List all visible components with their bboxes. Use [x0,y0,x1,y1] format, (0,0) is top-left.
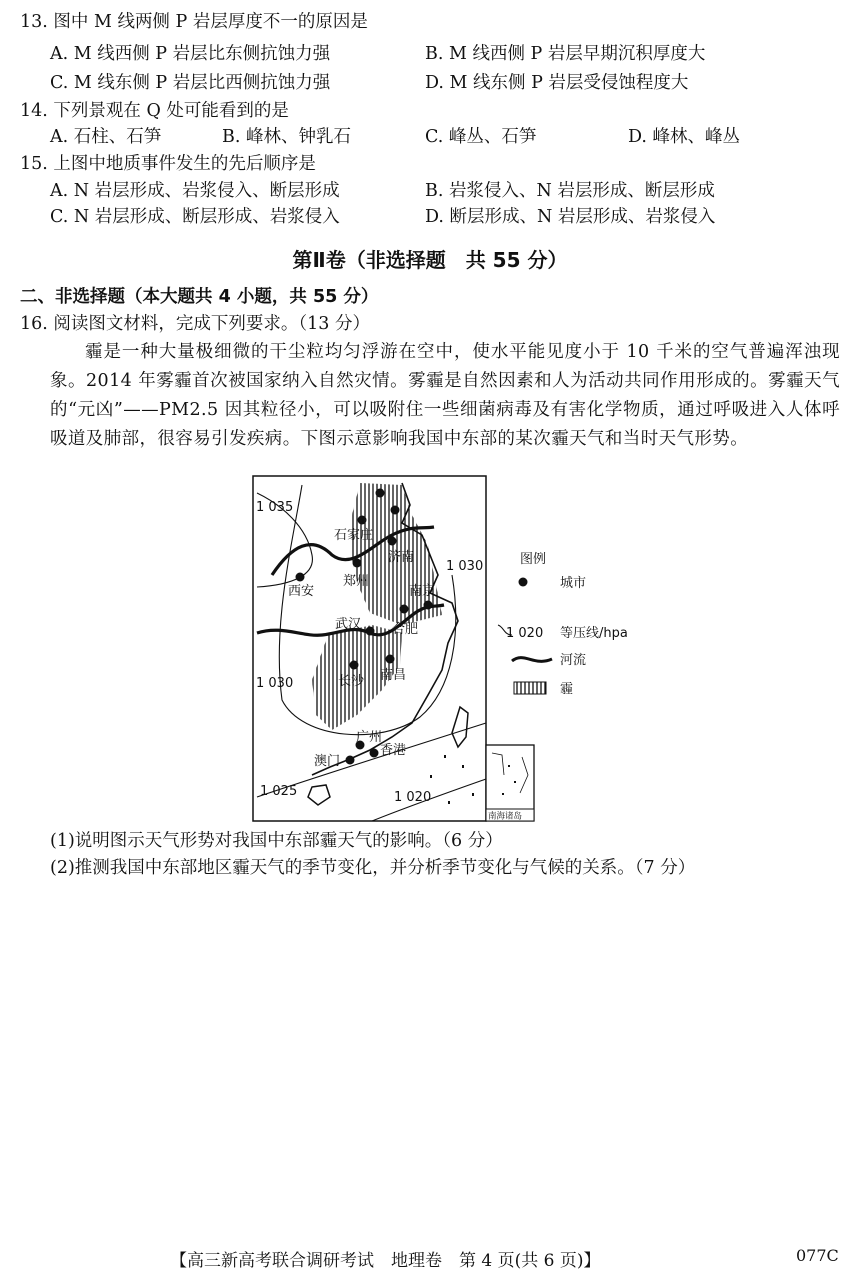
city-label-guangzhou: 广州 [356,730,383,745]
q14-stem: 14. 下列景观在 Q 处可能看到的是 [20,101,289,121]
city-dot-hongkong [370,749,379,758]
city-dot-wuhan [366,627,375,636]
city-dot-beijing [376,489,385,498]
q14-option-a: A. 石柱、石笋 [50,127,162,147]
isobar-label-1030-west: 1 030 [256,676,294,691]
q13-option-b: B. M 线西侧 P 岩层早期沉积厚度大 [425,44,706,64]
city-dot-macau [346,756,355,765]
city-dot-hefei [400,605,409,614]
city-label-hongkong: 香港 [380,743,407,758]
isobar-label-1035: 1 035 [256,500,294,515]
city-dot-shijiazhuang [358,516,367,525]
isobar-label-1030-east: 1 030 [446,559,484,574]
q13-option-a: A. M 线西侧 P 岩层比东侧抗蚀力强 [50,44,331,64]
legend-isobar-label: 等压线/hpa [560,626,628,641]
isobar-label-1025: 1 025 [260,784,298,799]
paper-code: 077C [796,1246,839,1265]
q14-option-d: D. 峰林、峰丛 [628,127,741,147]
q13-option-c: C. M 线东侧 P 岩层比西侧抗蚀力强 [50,73,331,93]
city-label-changsha: 长沙 [338,674,365,689]
q16-paragraph: 霾是一种大量极细微的干尘粒均匀浮游在空中，使水平能见度小于 10 千米的空气普遍浑浊现象。2014 年雾霾首次被国家纳入自然灾情。雾霾是自然因素和人为活动共同作用形成的。雾霾天气的“元凶”——PM2.5 因其粒径小，可以吸附住一些细菌病毒及有害化学物质，通过呼吸进入人体呼吸道及肺部，很容易引发疾病。下图示意影响我国中东部的某次霾天气和当时天气形势。 [50,342,840,449]
legend-haze-label: 霾 [560,682,574,697]
city-label-nanchang: 南昌 [380,668,407,683]
legend-title: 图例 [520,552,547,567]
legend-river-label: 河流 [560,653,587,668]
inset-label: 南海诸岛 [488,811,523,822]
legend-city-label: 城市 [560,576,587,591]
map-legend [498,552,628,697]
q15-option-b: B. 岩浆侵入、N 岩层形成、断层形成 [425,181,715,201]
q15-option-c: C. N 岩层形成、断层形成、岩浆侵入 [50,207,340,227]
q13-option-d: D. M 线东侧 P 岩层受侵蚀程度大 [425,73,689,93]
city-label-macau: 澳门 [314,754,341,769]
legend-river-symbol [512,658,552,662]
section-title: 第Ⅱ卷（非选择题 共 55 分） [292,248,568,272]
city-dot-nanjing [424,601,433,610]
city-dot-nanchang [386,655,395,664]
page-footer: 【高三新高考联合调研考试 地理卷 第 4 页(共 6 页)】 [170,1251,601,1271]
city-dot-xian [296,573,305,582]
city-label-zhengzhou: 郑州 [343,574,370,589]
city-dot-changsha [350,661,359,670]
city-label-nanjing: 南京 [409,584,436,599]
haze-weather-map [252,475,640,823]
q15-option-d: D. 断层形成、N 岩层形成、岩浆侵入 [425,207,716,227]
q14-option-b: B. 峰林、钟乳石 [222,127,351,147]
q13-stem: 13. 图中 M 线两侧 P 岩层厚度不一的原因是 [20,12,368,32]
city-dot-zhengzhou [353,559,362,568]
q16-subquestion-2: (2)推测我国中东部地区霾天气的季节变化，并分析季节变化与气候的关系。（7 分） [50,858,696,878]
city-dot-jinan [388,537,397,546]
legend-isobar-sample: 1 020 [506,626,544,641]
q15-stem: 15. 上图中地质事件发生的先后顺序是 [20,154,316,174]
isobar-label-1020: 1 020 [394,790,432,805]
part2-heading: 二、非选择题（本大题共 4 小题，共 55 分） [20,287,379,307]
legend-haze-symbol [514,682,546,694]
q16-subquestion-1: (1)说明图示天气形势对我国中东部霾天气的影响。（6 分） [50,831,503,851]
q15-option-a: A. N 岩层形成、岩浆侵入、断层形成 [50,181,340,201]
city-label-shijiazhuang: 石家庄 [334,528,374,543]
q16-stem: 16. 阅读图文材料，完成下列要求。（13 分） [20,314,370,334]
legend-city-symbol [519,578,528,587]
city-label-jinan: 济南 [388,550,415,565]
city-label-wuhan: 武汉 [335,617,362,632]
city-dot-tianjin [391,506,400,515]
city-label-hefei: 合肥 [392,622,419,637]
q14-option-c: C. 峰丛、石笋 [425,127,537,147]
city-label-xian: 西安 [288,584,315,599]
